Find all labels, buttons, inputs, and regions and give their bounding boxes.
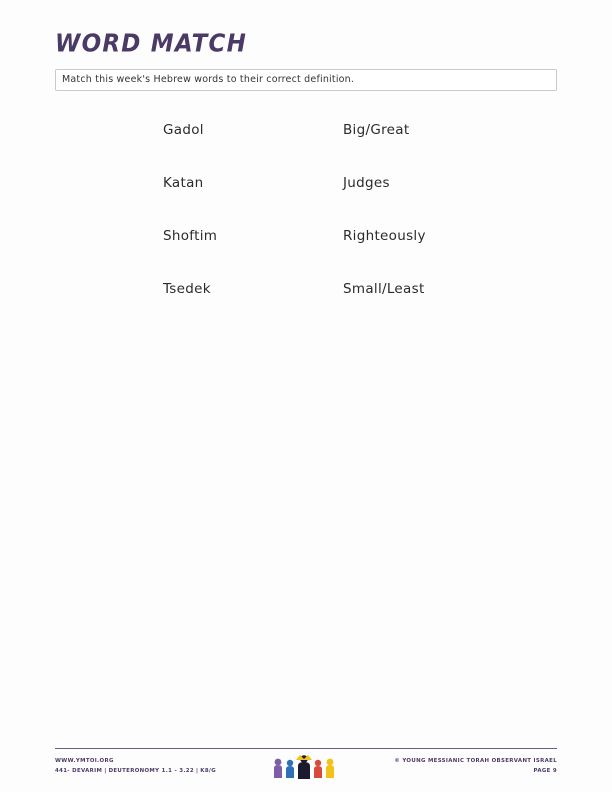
term-label: Katan (163, 175, 204, 191)
footer-lesson-code: 441- DEVARIM (55, 768, 103, 774)
definition-label: Righteously (343, 228, 426, 244)
page-footer (0, 752, 612, 792)
definition-label: Small/Least (343, 281, 425, 297)
instruction-text: Match this week's Hebrew words to their correct definition. (62, 74, 355, 85)
footer-left-block (55, 756, 218, 776)
match-row (0, 110, 612, 163)
organization-logo-icon (266, 752, 346, 782)
footer-website[interactable]: WWW.YMTOI.ORG (55, 758, 114, 764)
match-row (0, 269, 612, 322)
match-row (0, 163, 612, 216)
term-label: Shoftim (163, 228, 218, 244)
footer-copyright: © YOUNG MESSIANIC TORAH OBSERVANT ISRAEL (394, 758, 557, 764)
instruction-box (55, 69, 557, 91)
definition-label: Judges (343, 175, 390, 191)
term-label: Tsedek (163, 281, 211, 297)
footer-divider (55, 748, 557, 749)
footer-separator: | (104, 768, 107, 774)
footer-scripture: DEUTERONOMY 1.1 - 3.22 (108, 768, 194, 774)
match-row (0, 216, 612, 269)
definition-label: Big/Great (343, 122, 410, 138)
page-title: WORD MATCH (55, 30, 248, 59)
word-match-list (0, 110, 612, 322)
footer-right-block (394, 756, 557, 776)
footer-page-number: PAGE 9 (533, 768, 557, 774)
term-label: Gadol (163, 122, 204, 138)
footer-grade: K8/G (200, 768, 217, 774)
footer-separator-2: | (195, 768, 199, 774)
